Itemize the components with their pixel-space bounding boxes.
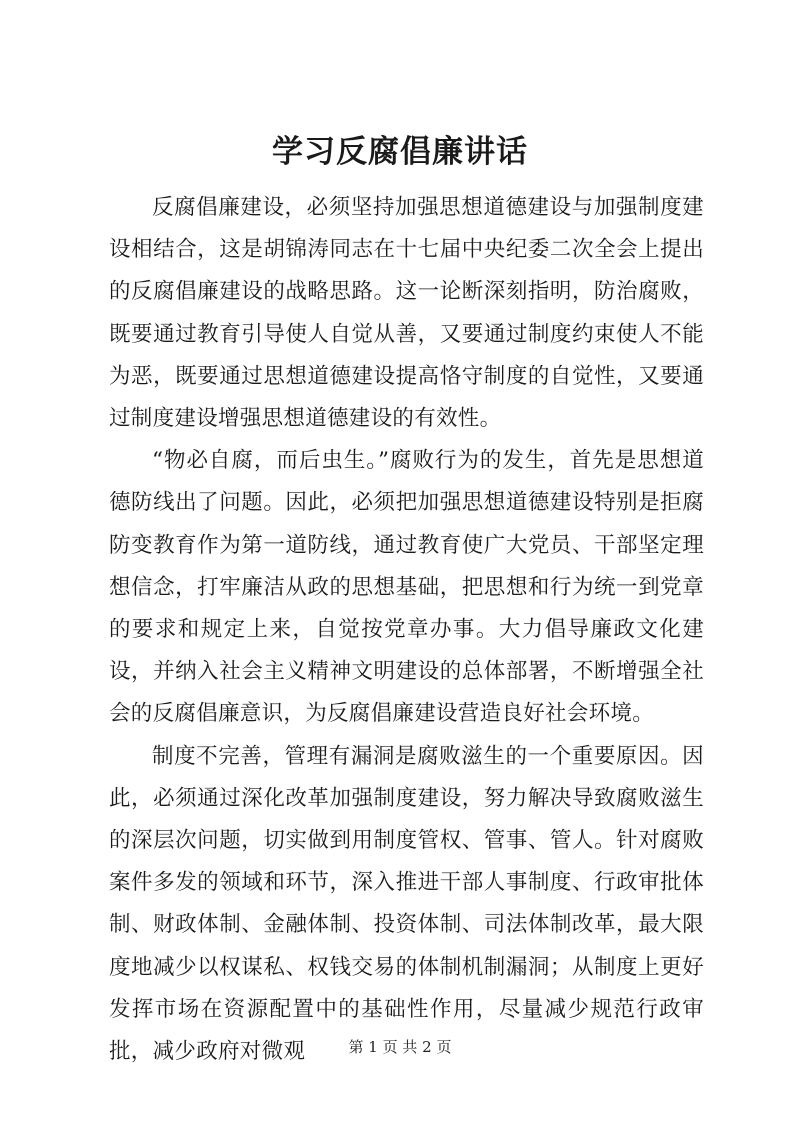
body-paragraph-3: 制度不完善，管理有漏洞是腐败滋生的一个重要原因。因此，必须通过深化改革加强制度建设，努力解决导致腐败滋生的深层次问题，切实做到用制度管权、管事、管人。针对腐败案件多发的领域和环节，深入推进干部人事制度、行政审批体制、财政体制、金融体制、投资体制、司法体制改革，最大限度地减少以权谋私、权钱交易的体制机制漏洞；从制度上更好发挥市场在资源配置中的基础性作用，尽量减少规范行政审批，减少政府对微观: [109, 743, 704, 1065]
document-title: 学习反腐倡廉讲话: [272, 134, 528, 170]
document-body: [109, 187, 704, 1073]
page-number-footer: 第 1 页 共 2 页: [348, 1038, 452, 1056]
body-paragraph-1: 反腐倡廉建设，必须坚持加强思想道德建设与加强制度建设相结合，这是胡锦涛同志在十七届中央纪委二次全会上提出的反腐倡廉建设的战略思路。这一论断深刻指明，防治腐败，既要通过教育引导使人自觉从善，又要通过制度约束使人不能为恶，既要通过思想道德建设提高恪守制度的自觉性，又要通过制度建设增强思想道德建设的有效性。: [109, 195, 704, 432]
body-paragraph-2: “物必自腐，而后虫生。”腐败行为的发生，首先是思想道德防线出了问题。因此，必须把加强思想道德建设特别是拒腐防变教育作为第一道防线，通过教育使广大党员、干部坚定理想信念，打牢廉洁从政的思想基础，把思想和行为统一到党章的要求和规定上来，自觉按党章办事。大力倡导廉政文化建设，并纳入社会主义精神文明建设的总体部署，不断增强全社会的反腐倡廉意识，为反腐倡廉建设营造良好社会环境。: [109, 448, 704, 727]
